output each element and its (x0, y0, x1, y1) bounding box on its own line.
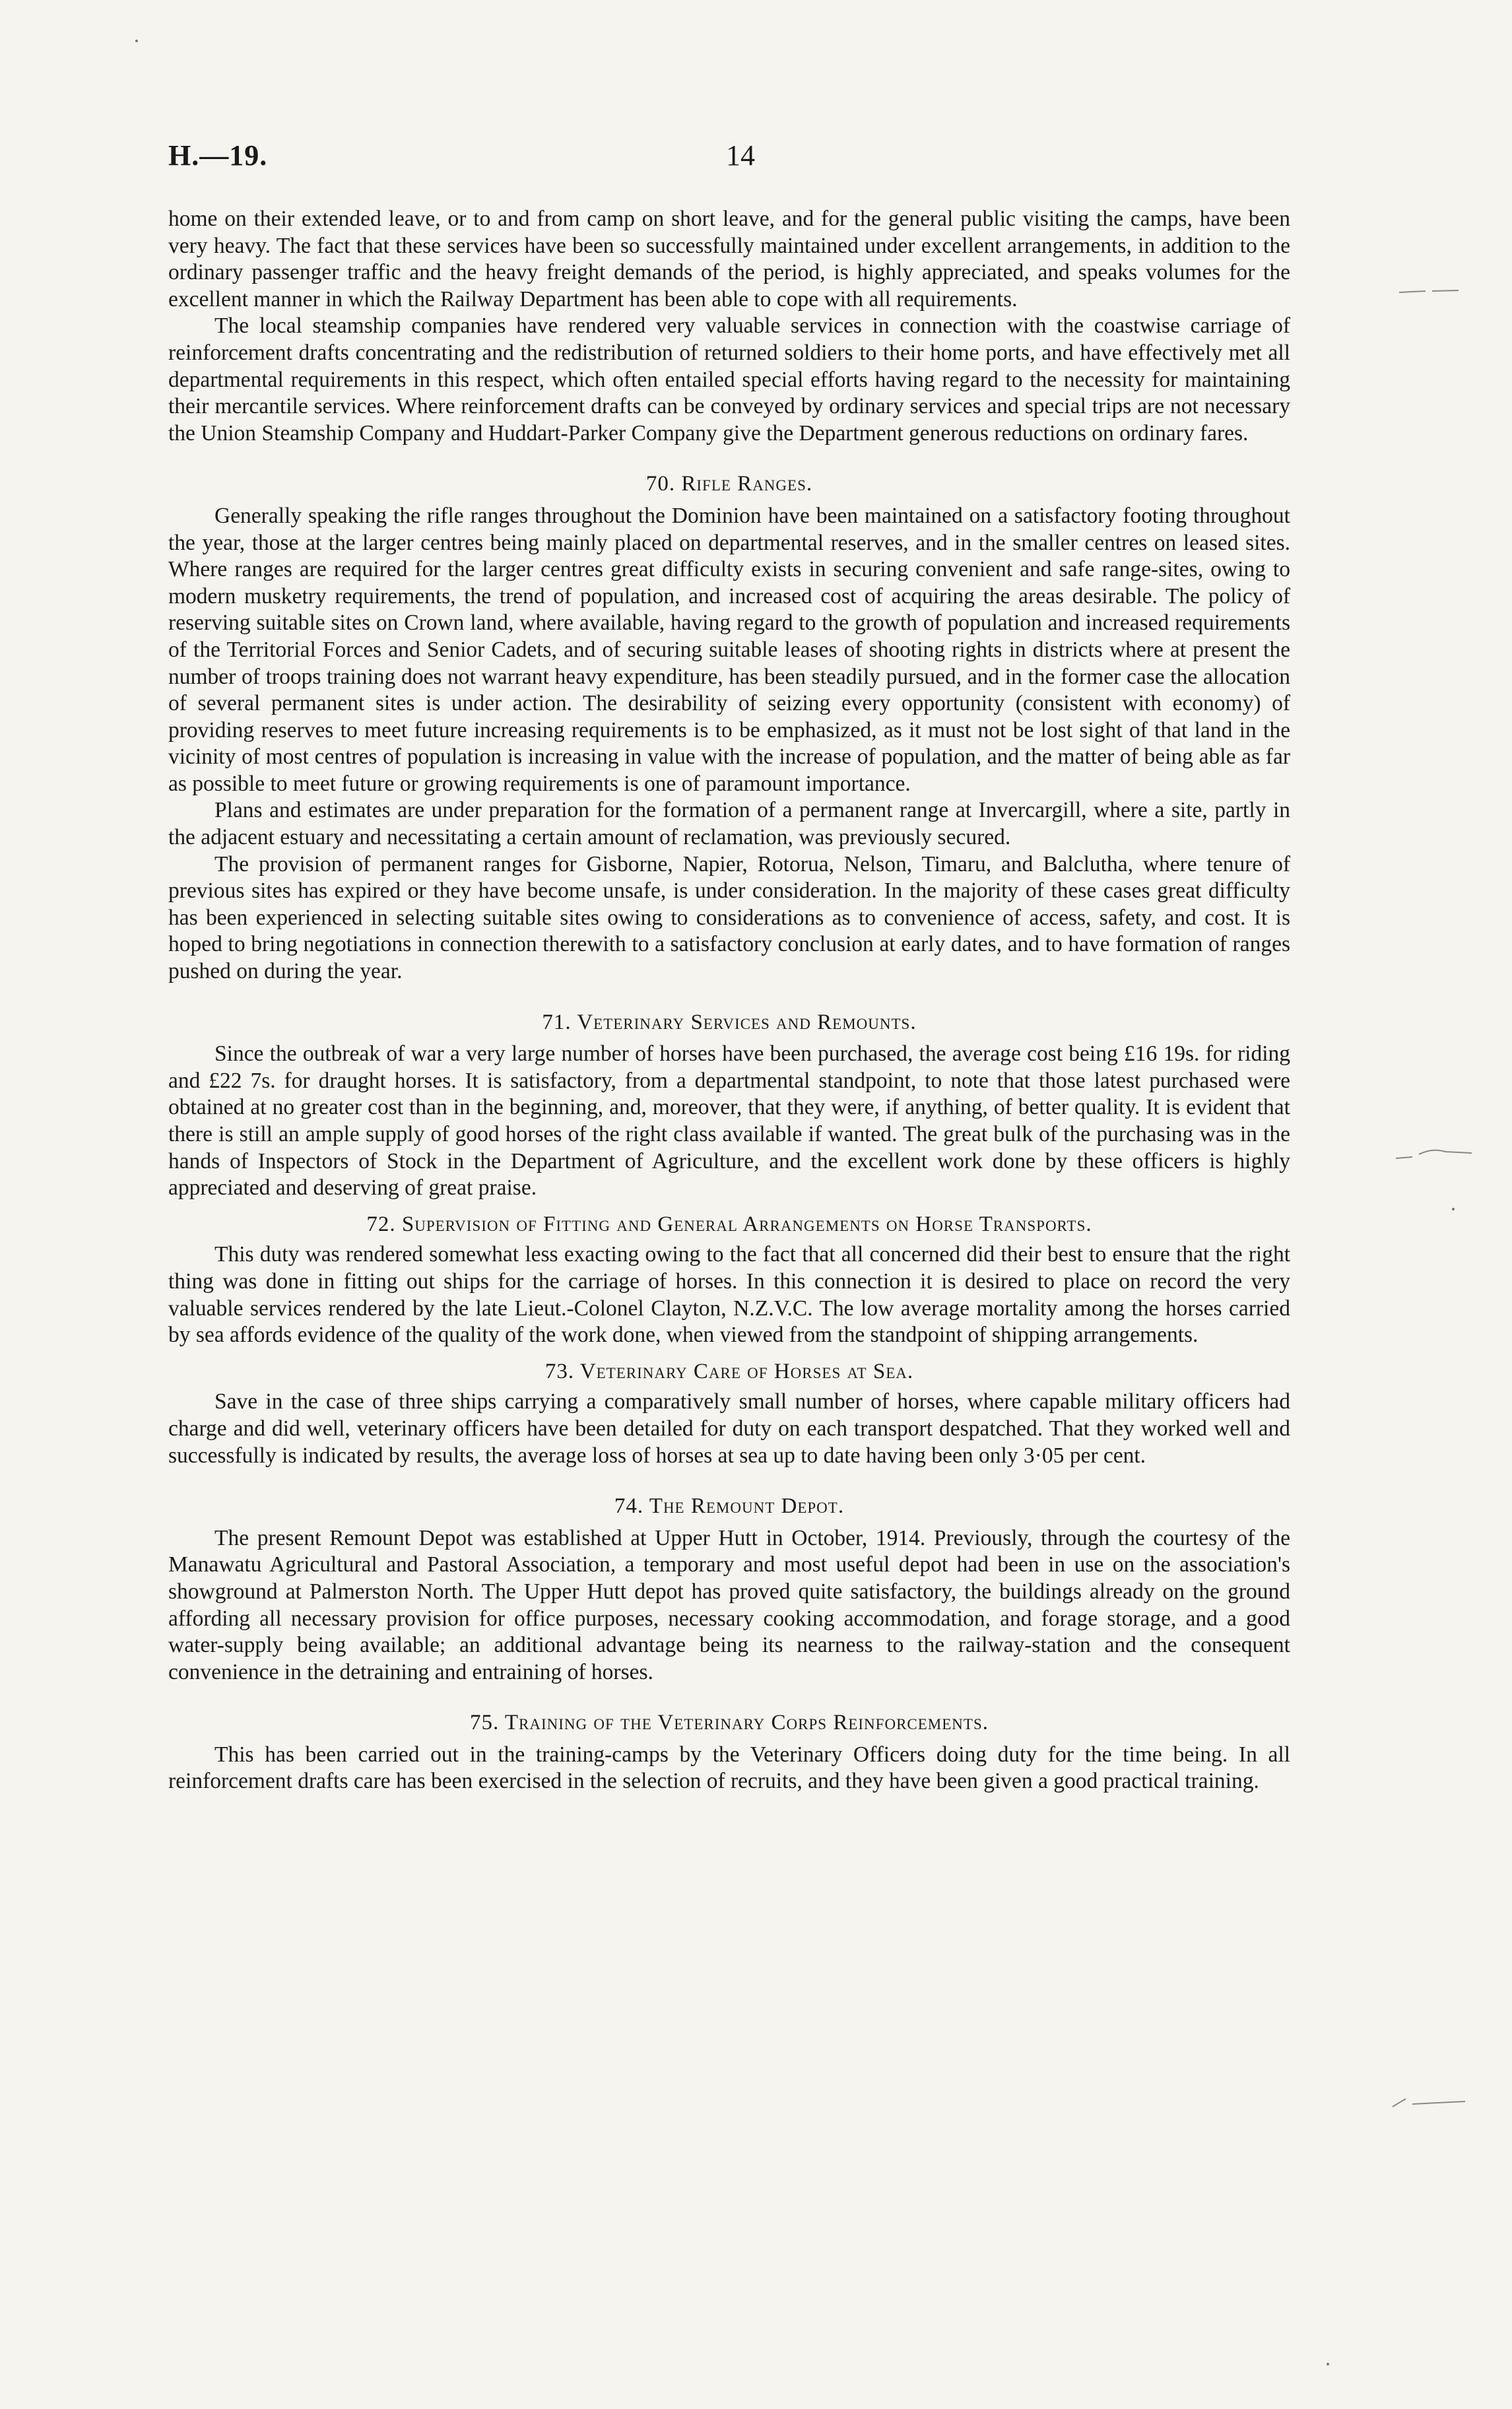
section-heading-horse-transports: 72. Supervision of Fitting and General Arrangements on Horse Transports. (366, 1212, 1092, 1236)
paragraph: Save in the case of three ships carrying a comparatively small number of horses, where capable military officers had charge and did well, veterinary officers have been detailed for duty on each transport despatched. That they worked well and successfully is indicated by results, the average loss of horses at sea up to date having been only 3·05 per cent. (168, 1389, 1290, 1468)
section-heading-veterinary-care-at-sea: 73. Veterinary Care of Horses at Sea. (544, 1359, 914, 1383)
paragraph: The local steamship companies have rendered very valuable services in connection with the coastwise carriage of reinforcement drafts concentrating and the redistribution of returned soldiers to their home ports, and have effectively met all departmental requirements in this respect, which often entailed special efforts having regard to the necessity for maintaining their mercantile services. Where reinforcement drafts can be conveyed by ordinary services and special trips are not necessary the Union Steamship Company and Huddart-Parker Company give the Department generous reductions on ordinary fares. (168, 314, 1290, 446)
page-header (168, 139, 1290, 178)
paragraph: The present Remount Depot was established at Upper Hutt in October, 1914. Previously, through the courtesy of the Manawatu Agricultural and Pastoral Association, a temporary and most useful depot had been in use on the association's showground at Palmerston North. The Upper Hutt depot has proved quite satisfactory, the buildings already on the ground affording all necessary provision for office purposes, necessary cooking accommodation, and forage storage, and a good water-supply being available; an additional advantage being its nearness to the railway-station and the consequent convenience in the detraining and entraining of horses. (168, 1525, 1290, 1684)
scan-speck (135, 40, 138, 42)
paragraph: Generally speaking the rifle ranges throughout the Dominion have been maintained on a satisfactory footing throughout the year, those at the larger centres being mainly placed on departmental reserves, and in the smaller centres on leased sites. Where ranges are required for the larger centres great difficulty exists in securing convenient and safe range-sites, owing to modern musketry requirements, the trend of population, and increased cost of acquiring the areas desirable. The policy of reserving suitable sites on Crown land, where available, having regard to the growth of population and increased requirements of the Territorial Forces and Senior Cadets, and of securing suitable leases of shooting rights in districts where at present the number of troops training does not warrant heavy expenditure, has been steadily pursued, and in the former case the allocation of several permanent sites is under action. The desirability of seizing every opportunity (consistent with economy) of providing reserves to meet future increasing requirements is to be emphasized, as it must not be lost sight of that land in the vicinity of most centres of population is increasing in value with the increase of population, and the matter of being able as far as possible to meet future or growing requirements is one of paramount importance. (168, 503, 1290, 796)
margin-mark (1386, 2092, 1478, 2112)
margin-mark (1386, 1145, 1478, 1165)
scan-speck (1327, 2363, 1329, 2365)
paragraph: Plans and estimates are under preparation for the formation of a permanent range at Invercargill, where a site, partly in the adjacent estuary and necessitating a certain amount of reclamation, was previously secured. (168, 798, 1290, 850)
scan-speck (1452, 1208, 1455, 1210)
page-number: 14 (726, 139, 755, 172)
document-reference: H.—19. (168, 139, 268, 172)
section-heading-remount-depot: 74. The Remount Depot. (614, 1494, 845, 1519)
section-heading-veterinary-corps-training: 75. Training of the Veterinary Corps Reinforcements. (469, 1711, 989, 1735)
paragraph: home on their extended leave, or to and from camp on short leave, and for the general public visiting the camps, have been very heavy. The fact that these services have been so successfully maintained under excellent arrangements, in addition to the ordinary passenger traffic and the heavy freight demands of the period, is highly appreciated, and speaks volumes for the excellent manner in which the Railway Department has been able to cope with all requirements. (168, 207, 1290, 312)
section-heading-veterinary-services: 71. Veterinary Services and Remounts. (542, 1010, 917, 1034)
page-body (168, 206, 1290, 1795)
paragraph: This has been carried out in the training-camps by the Veterinary Officers doing duty for the time being. In all reinforcement drafts care has been exercised in the selection of recruits, and they have been given a good practical training. (168, 1742, 1290, 1794)
paragraph: Since the outbreak of war a very large number of horses have been purchased, the average cost being £16 19s. for riding and £22 7s. for draught horses. It is satisfactory, from a departmental standpoint, to note that those latest purchased were obtained at no greater cost than in the beginning, and, moreover, that they were, if anything, of better quality. It is evident that there is still an ample supply of good horses of the right class available if wanted. The great bulk of the purchasing was in the hands of Inspectors of Stock in the Department of Agriculture, and the excellent work done by these officers is highly appreciated and deserving of great praise. (168, 1041, 1290, 1201)
margin-mark (1386, 280, 1478, 300)
paragraph: The provision of permanent ranges for Gisborne, Napier, Rotorua, Nelson, Timaru, and Balclutha, where tenure of previous sites has expired or they have become unsafe, is under consideration. In the majority of these cases great difficulty has been experienced in selecting suitable sites owing to considerations as to convenience of access, safety, and cost. It is hoped to bring negotiations in connection therewith to a satisfactory conclusion at early dates, and to have formation of ranges pushed on during the year. (168, 851, 1290, 984)
paragraph: This duty was rendered somewhat less exacting owing to the fact that all concerned did their best to ensure that the right thing was done in fitting out ships for the carriage of horses. In this connection it is desired to place on record the very valuable services rendered by the late Lieut.-Colonel Clayton, N.Z.V.C. The low average mortality among the horses carried by sea affords evidence of the quality of the work done, when viewed from the standpoint of shipping arrangements. (168, 1242, 1290, 1348)
section-heading-rifle-ranges: 70. Rifle Ranges. (645, 472, 813, 496)
